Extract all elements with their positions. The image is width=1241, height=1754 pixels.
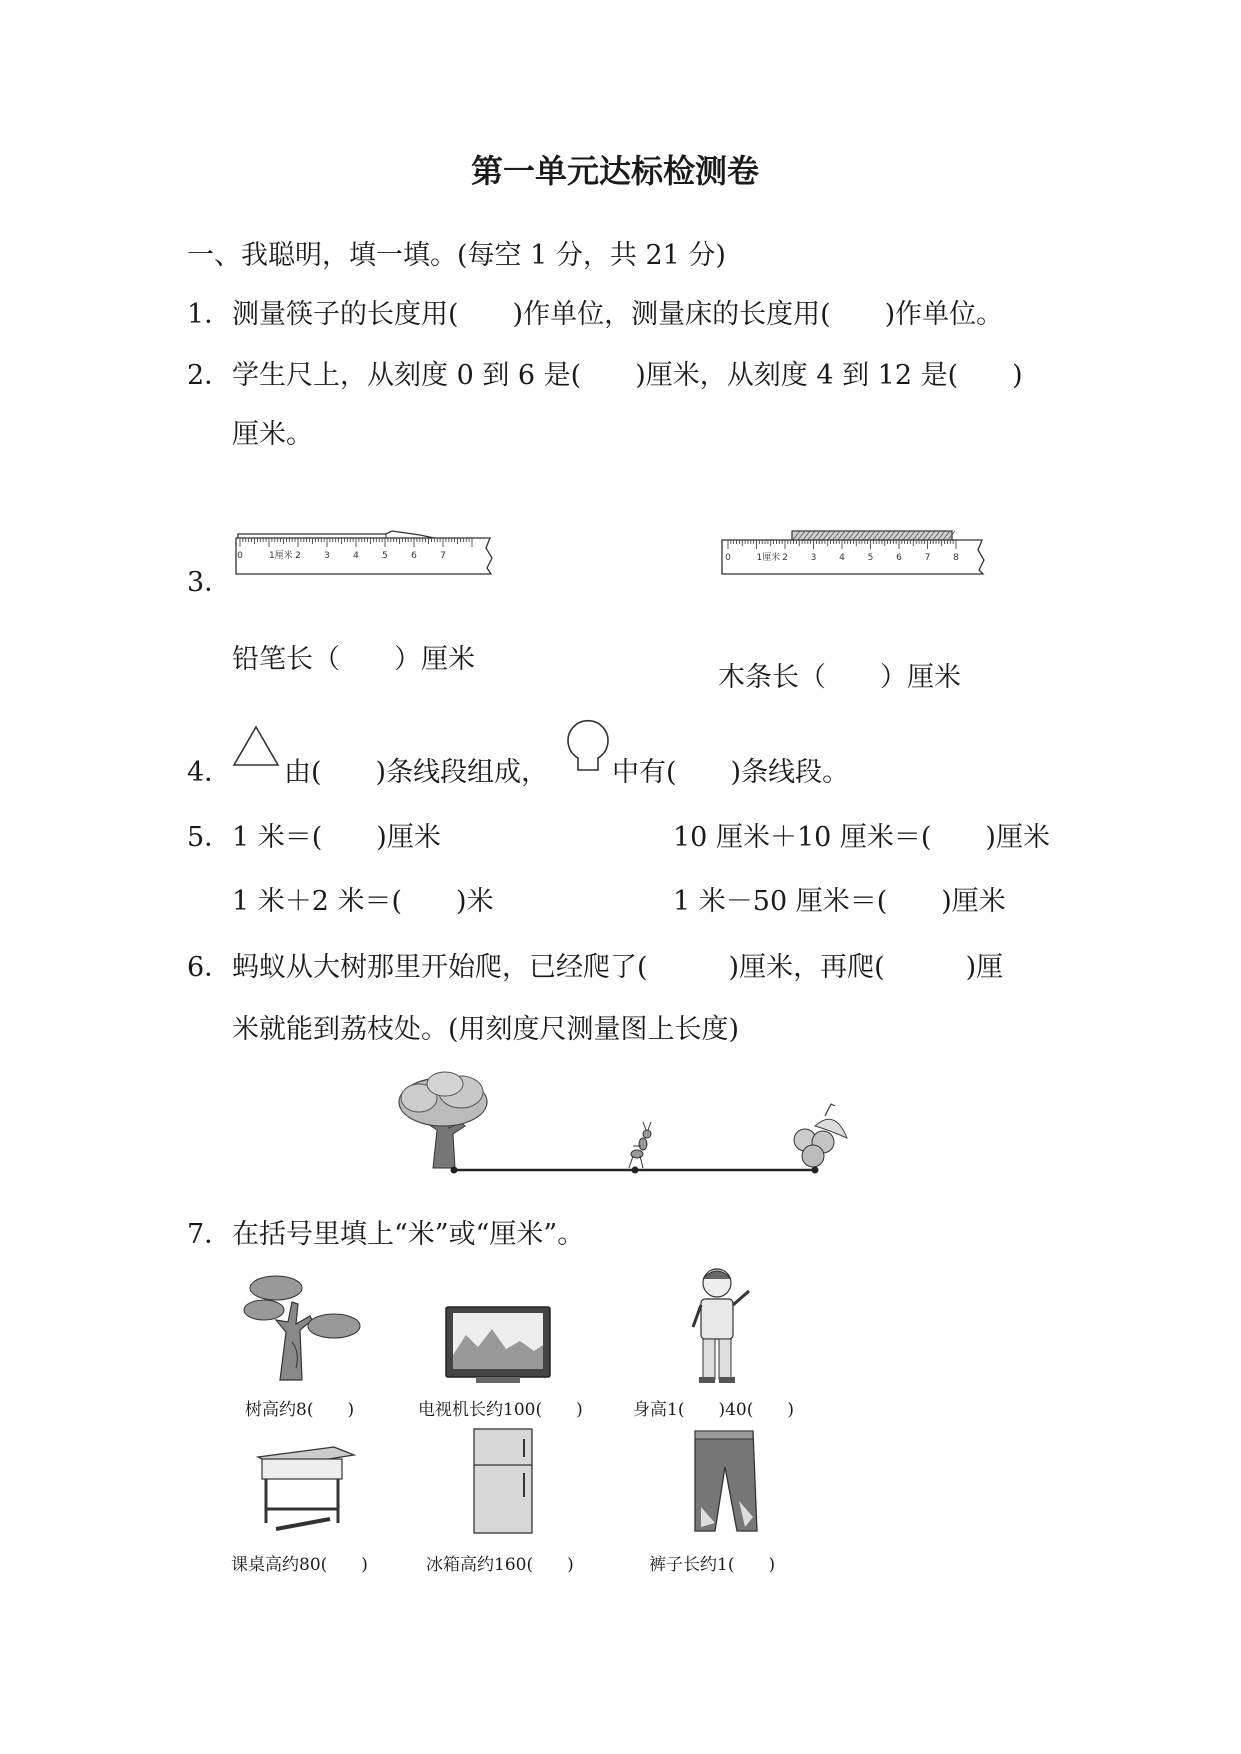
boy-icon — [687, 1265, 767, 1390]
television-icon — [444, 1305, 554, 1385]
ruler-tick-label: 6 — [411, 551, 417, 561]
caption-tv-length: 电视机长约100( ) — [418, 1400, 583, 1420]
question-2-line-1: 学生尺上，从刻度 0 到 6 是( )厘米，从刻度 4 到 12 是( ) — [232, 360, 1023, 391]
ruler-tick-label: 4 — [353, 551, 359, 561]
question-5-d: 1 米－50 厘米＝( )厘米 — [673, 886, 1006, 917]
question-6-number: 6． — [187, 952, 232, 983]
ruler-tick-label: 0 — [237, 551, 243, 561]
question-7-number: 7． — [187, 1219, 232, 1250]
caption-trousers-length: 裤子长约1( ) — [649, 1555, 776, 1575]
question-4-part-1: 由( )条线段组成， — [284, 757, 549, 788]
question-1-number: 1． — [187, 299, 232, 330]
caption-desk-height: 课桌高约80( ) — [231, 1555, 368, 1575]
ant-icon — [629, 1122, 651, 1168]
ruler-tick-label: 4 — [839, 553, 845, 563]
question-6-line-1: 蚂蚁从大树那里开始爬，已经爬了( )厘米，再爬( )厘 — [232, 952, 1004, 983]
arch-shape-icon — [566, 718, 610, 774]
question-5-b: 10 厘米＋10 厘米＝( )厘米 — [673, 822, 1050, 853]
question-2-line-2: 厘米。 — [232, 419, 313, 450]
ruler-tick-label: 7 — [924, 553, 931, 563]
ruler-tick-label: 2 — [782, 553, 788, 563]
question-1-text: 测量筷子的长度用( )作单位，测量床的长度用( )作单位。 — [232, 299, 1004, 330]
ruler-tick-label: 2 — [295, 551, 301, 561]
question-2-number: 2． — [187, 360, 232, 391]
pencil-length-caption: 铅笔长（ ）厘米 — [232, 644, 475, 675]
ruler-tick-label: 1厘米 — [756, 553, 781, 563]
question-4-number: 4． — [187, 757, 232, 788]
caption-tree-height: 树高约8( ) — [245, 1400, 355, 1420]
ruler-tick-label: 8 — [953, 553, 959, 563]
ruler-tick-label: 1厘米 — [269, 551, 293, 561]
page-title: 第一单元达标检测卷 — [471, 152, 760, 190]
ant-path-figure — [385, 1068, 865, 1178]
question-6-line-2: 米就能到荔枝处。(用刻度尺测量图上长度) — [232, 1014, 740, 1045]
ruler-2-labels — [725, 551, 959, 563]
question-7-text: 在括号里填上“米”或“厘米”。 — [232, 1219, 585, 1250]
trousers-icon — [687, 1427, 767, 1537]
question-4-part-2: 中有( )条线段。 — [612, 757, 850, 788]
ruler-tick-label: 3 — [810, 553, 817, 563]
caption-boy-height: 身高1( )40( ) — [633, 1400, 794, 1420]
section-1-heading: 一、我聪明，填一填。(每空 1 分，共 21 分) — [187, 240, 726, 271]
wood-length-caption: 木条长（ ）厘米 — [718, 662, 961, 693]
question-5-a: 1 米＝( )厘米 — [232, 822, 441, 853]
wood-ruler-figure — [720, 528, 1000, 578]
caption-fridge-height: 冰箱高约160( ) — [426, 1555, 574, 1575]
ruler-tick-label: 6 — [896, 553, 902, 563]
tree-icon — [240, 1272, 360, 1382]
question-3-number: 3． — [187, 567, 232, 598]
refrigerator-icon — [470, 1427, 540, 1537]
ruler-tick-label: 3 — [324, 551, 330, 561]
ruler-tick-label: 7 — [440, 551, 446, 561]
desk-icon — [250, 1437, 360, 1537]
ruler-tick-label: 5 — [867, 553, 874, 563]
big-tree-icon — [399, 1072, 487, 1168]
ruler-tick-label: 5 — [382, 551, 388, 561]
question-5-number: 5． — [187, 822, 232, 853]
triangle-icon — [232, 725, 280, 769]
lychee-icon — [794, 1104, 847, 1167]
ruler-tick-label: 0 — [725, 553, 731, 563]
question-5-c: 1 米＋2 米＝( )米 — [232, 886, 494, 917]
pencil-ruler-figure — [234, 528, 494, 578]
